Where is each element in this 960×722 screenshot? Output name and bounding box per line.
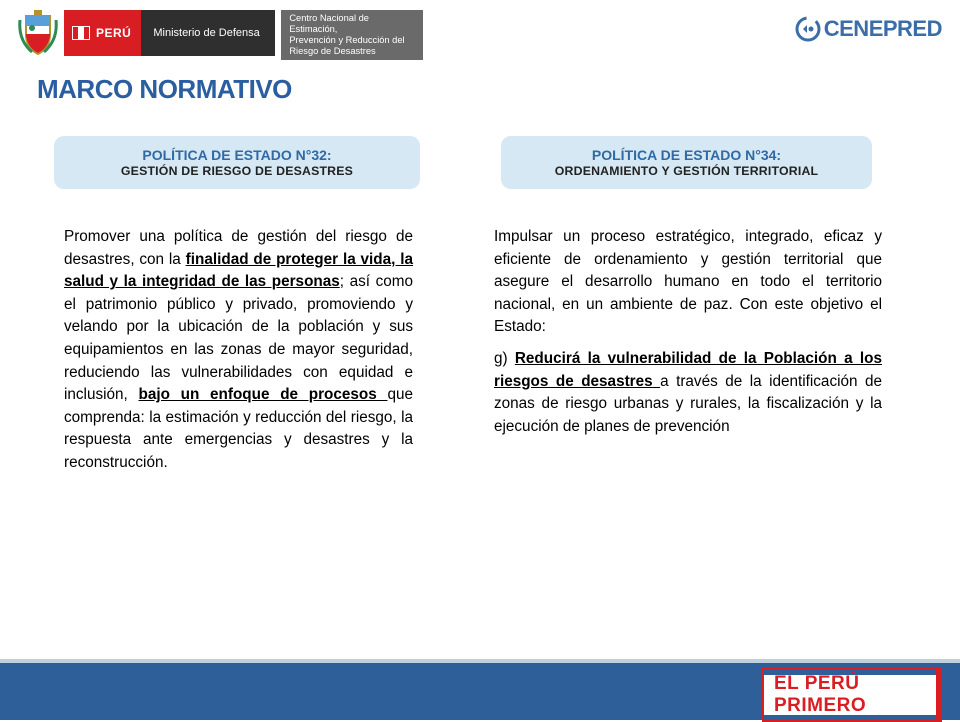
policy-32-description xyxy=(64,226,413,475)
policy-34-description xyxy=(494,226,882,438)
policy-header-34 xyxy=(501,136,872,189)
government-header xyxy=(18,8,423,58)
page-title: MARCO NORMATIVO xyxy=(37,74,292,104)
policy-number: POLÍTICA DE ESTADO N°34: xyxy=(591,146,782,163)
text-run: que comprenda: la estimación y reducción del riesgo, la respuesta ante emergencias y desastres y la reconstrucción. xyxy=(64,386,414,471)
policy-subject: ORDENAMIENTO Y GESTIÓN TERRITORIAL xyxy=(554,163,819,178)
policy-subject: GESTIÓN DE RIESGO DE DESASTRES xyxy=(120,163,354,178)
peru-label: PERÚ xyxy=(96,26,132,40)
emphasis-run: finalidad de proteger la vida, la salud y la integridad de las personas xyxy=(64,250,413,291)
peru-badge xyxy=(64,10,141,56)
cenepred-emblem-icon xyxy=(795,16,821,42)
emphasis-run: Reducirá la vulnerabilidad de la Población a los riesgos de desastres xyxy=(494,349,882,390)
policy-header-32 xyxy=(54,136,420,189)
cenepred-logo xyxy=(795,16,942,42)
center-name xyxy=(281,10,423,60)
center-name-line: Prevención y Reducción del xyxy=(289,35,405,45)
text-run: ; así como el patrimonio público y privado, promoviendo y velando por la ubicación de la población y sus equipamientos en las zonas de mayor seguridad, reduciendo las vulnerabilidades con equidad e inclusión, xyxy=(64,273,414,404)
center-name-line: Riesgo de Desastres xyxy=(289,46,376,56)
peru-flag-icon xyxy=(72,26,90,40)
slogan: EL PERÚ PRIMERO xyxy=(762,668,942,722)
text-run: g) xyxy=(494,349,515,367)
policy-number: POLÍTICA DE ESTADO N°32: xyxy=(142,146,332,163)
ministry-label: Ministerio de Defensa xyxy=(141,10,275,56)
policy-34-item-g xyxy=(494,348,882,438)
text-run: Promover una política de gestión del riesgo de desastres, con la xyxy=(64,228,413,268)
coat-of-arms-icon xyxy=(18,10,58,56)
center-name-line: Centro Nacional de Estimación, xyxy=(289,13,369,34)
text-run: a través de la identificación de zonas de riesgo urbanas y rurales, la fiscalización y la ejecución de planes de prevención xyxy=(494,372,882,435)
cenepred-wordmark: CENEPRED xyxy=(823,16,942,41)
policy-34-paragraph: Impulsar un proceso estratégico, integrado, eficaz y eficiente de ordenamiento y gestión territorial que asegure el desarrollo humano en todo el territorio nacional, en un ambiente de paz. Con este objetivo el Estado: xyxy=(494,228,882,336)
peru-primero-logo xyxy=(762,675,942,715)
emphasis-run: bajo un enfoque de procesos xyxy=(138,386,388,404)
policy-32-paragraph xyxy=(64,226,413,475)
